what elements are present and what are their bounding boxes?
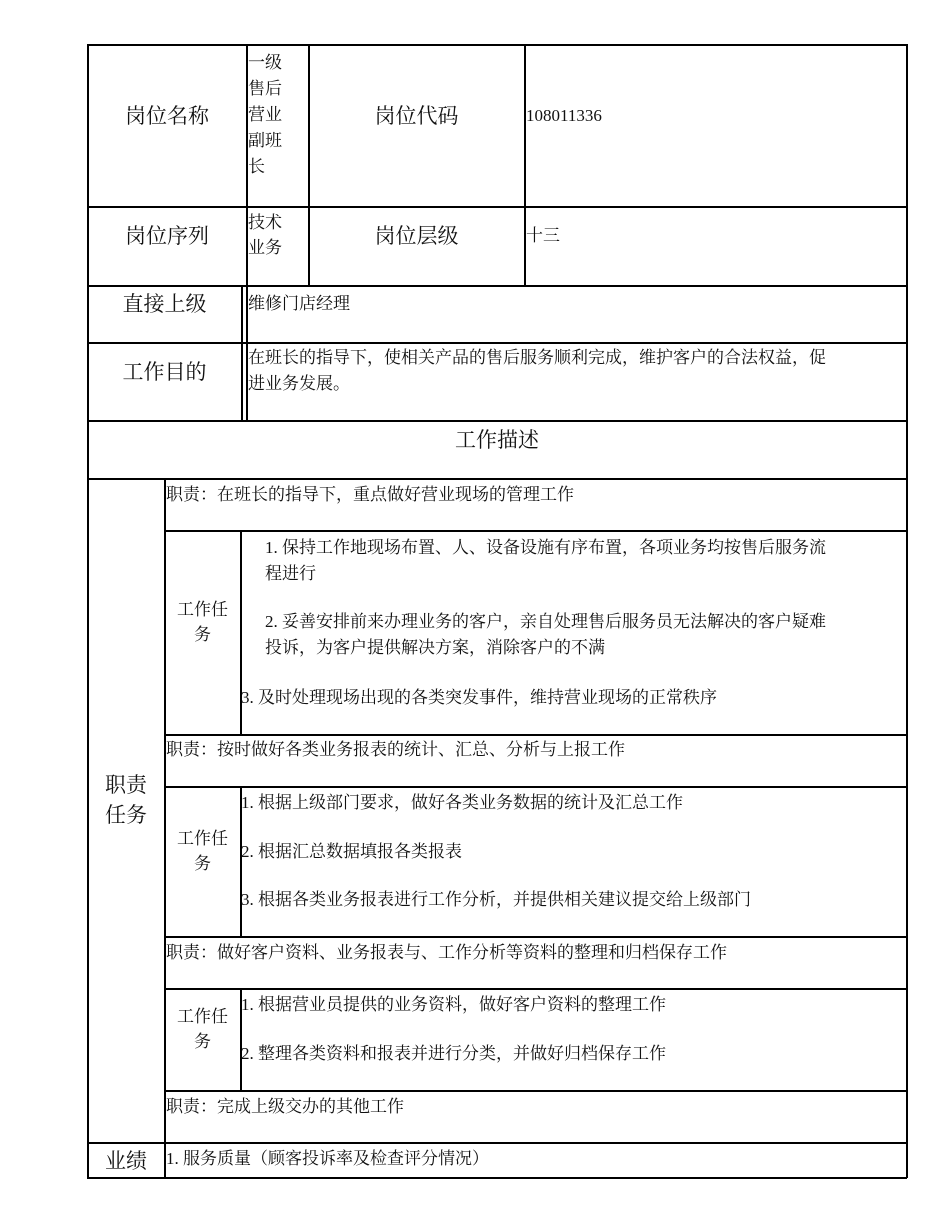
task-item: 3. 根据各类业务报表进行工作分析，并提供相关建议提交给上级部门 <box>241 890 751 909</box>
duties-label-line: 职责 <box>105 773 147 797</box>
task-label <box>165 1004 240 1054</box>
table-border <box>906 44 908 1178</box>
performance-item: 1. 服务质量（顾客投诉率及检查评分情况） <box>166 1149 489 1168</box>
table-rule <box>87 420 907 422</box>
task-label-line: 工作任 <box>177 600 228 619</box>
task-label-line: 工作任 <box>177 1007 228 1026</box>
table-border <box>87 44 89 1178</box>
post-code-label: 岗位代码 <box>374 104 459 128</box>
duties-label <box>88 770 164 830</box>
post-code-value: 108011336 <box>526 106 602 125</box>
task-item <box>265 609 826 661</box>
post-name-line: 售后 <box>248 79 282 98</box>
post-series-line: 技术 <box>248 213 282 232</box>
post-name-line: 一级 <box>248 53 282 72</box>
table-rule <box>87 1142 907 1144</box>
task-item: 1. 根据上级部门要求，做好各类业务数据的统计及汇总工作 <box>241 793 683 812</box>
task-label <box>165 597 240 647</box>
post-series-line: 业务 <box>248 238 282 257</box>
purpose-line: 进业务发展。 <box>248 374 350 393</box>
table-rule <box>164 936 907 938</box>
task-label-line: 务 <box>194 625 211 644</box>
purpose-value <box>248 345 826 397</box>
task-item: 2. 根据汇总数据填报各类报表 <box>241 842 462 861</box>
table-rule <box>87 342 907 344</box>
performance-label: 业绩 <box>105 1149 147 1173</box>
post-name-value <box>248 50 282 180</box>
table-rule <box>241 285 243 421</box>
table-rule <box>164 1090 907 1092</box>
post-name-line: 副班 <box>248 131 282 150</box>
purpose-line: 在班长的指导下，使相关产品的售后服务顺利完成，维护客户的合法权益，促 <box>248 348 826 367</box>
table-rule <box>87 478 907 480</box>
post-level-value: 十三 <box>526 226 560 245</box>
duty-title: 职责：做好客户资料、业务报表与、工作分析等资料的整理和归档保存工作 <box>166 943 727 962</box>
table-border <box>87 1177 907 1179</box>
superior-label: 直接上级 <box>122 292 207 316</box>
table-rule <box>524 44 526 286</box>
table-rule <box>164 734 907 736</box>
purpose-label: 工作目的 <box>122 360 207 384</box>
task-line: 2. 妥善安排前来办理业务的客户，亲自处理售后服务员无法解决的客户疑难 <box>265 612 826 631</box>
task-line: 程进行 <box>265 564 316 583</box>
task-item <box>265 535 826 587</box>
task-label-line: 务 <box>194 854 211 873</box>
duty-title: 职责：完成上级交办的其他工作 <box>166 1097 404 1116</box>
task-label <box>165 826 240 876</box>
post-name-line: 营业 <box>248 105 282 124</box>
task-item: 1. 根据营业员提供的业务资料，做好客户资料的整理工作 <box>241 995 666 1014</box>
task-label-line: 务 <box>194 1032 211 1051</box>
table-rule <box>164 530 907 532</box>
duty-title: 职责：按时做好各类业务报表的统计、汇总、分析与上报工作 <box>166 740 625 759</box>
table-rule <box>164 988 907 990</box>
duty-title: 职责：在班长的指导下，重点做好营业现场的管理工作 <box>166 485 574 504</box>
post-level-label: 岗位层级 <box>374 224 459 248</box>
task-label-line: 工作任 <box>177 829 228 848</box>
superior-value: 维修门店经理 <box>248 294 350 313</box>
post-name-label: 岗位名称 <box>125 104 209 128</box>
post-series-label: 岗位序列 <box>125 224 209 248</box>
table-border <box>87 44 907 46</box>
task-line: 1. 保持工作地现场布置、人、设备设施有序布置，各项业务均按售后服务流 <box>265 538 826 557</box>
task-item: 2. 整理各类资料和报表并进行分类，并做好归档保存工作 <box>241 1044 666 1063</box>
post-series-value <box>248 210 282 260</box>
description-title: 工作描述 <box>455 428 539 452</box>
post-name-line: 长 <box>248 157 265 176</box>
table-rule <box>87 285 907 287</box>
duties-label-line: 任务 <box>105 803 147 827</box>
table-rule <box>164 786 907 788</box>
task-item: 3. 及时处理现场出现的各类突发事件，维持营业现场的正常秩序 <box>241 688 717 707</box>
table-rule <box>87 206 907 208</box>
task-line: 投诉，为客户提供解决方案，消除客户的不满 <box>265 638 605 657</box>
